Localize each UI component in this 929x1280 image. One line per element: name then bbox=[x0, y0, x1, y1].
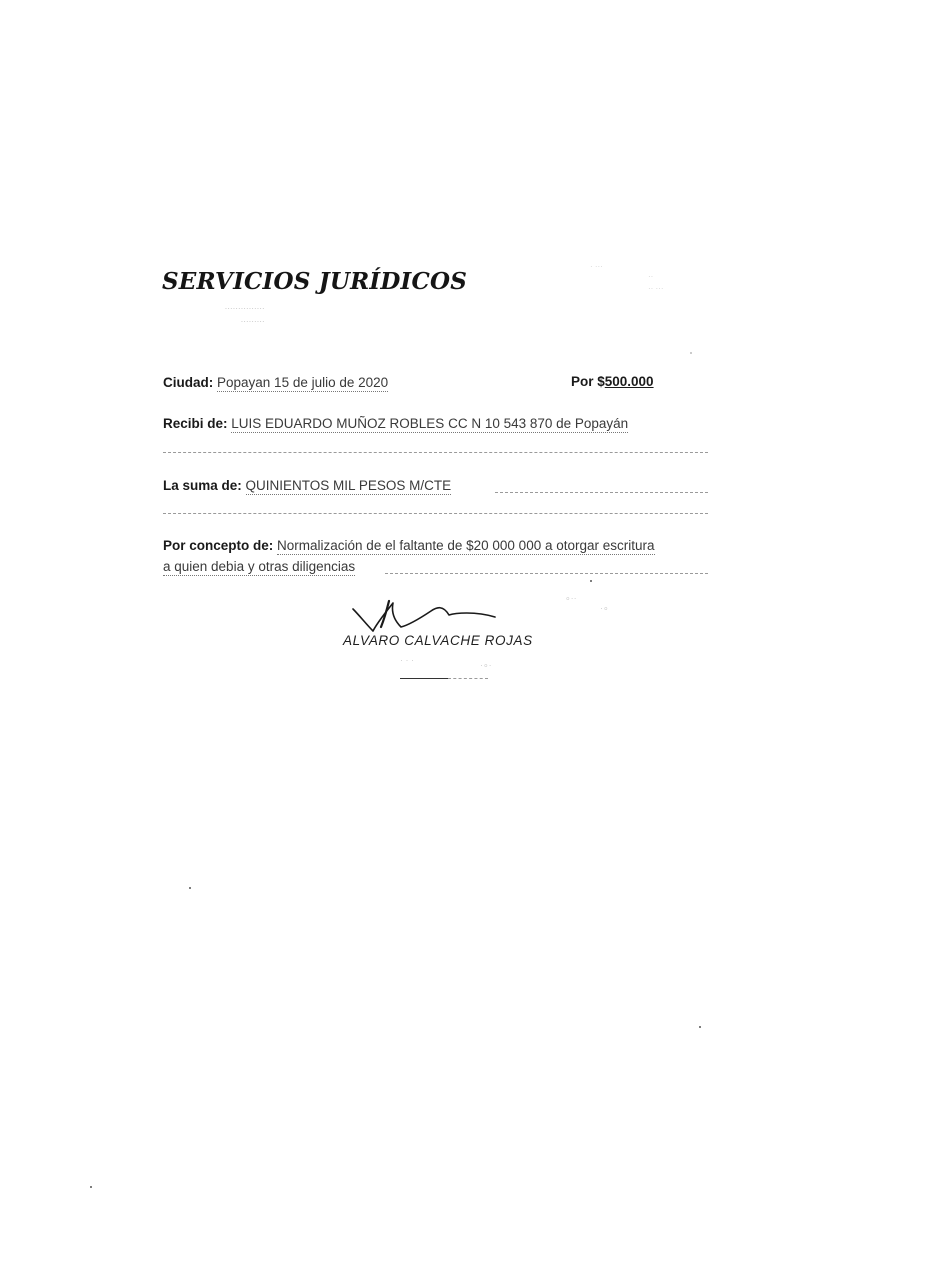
recibi-label: Recibi de: bbox=[163, 416, 228, 431]
concepto-row bbox=[163, 538, 655, 553]
ciudad-label: Ciudad: bbox=[163, 375, 214, 390]
amount-row bbox=[571, 374, 654, 389]
signature-line-faint bbox=[448, 678, 488, 679]
recibi-continuation-line bbox=[163, 452, 708, 453]
ciudad-row bbox=[163, 375, 388, 390]
signature-line bbox=[400, 678, 448, 679]
faint-seal-mark: ∘·· bbox=[565, 593, 577, 603]
suma-continuation-line bbox=[163, 513, 708, 514]
faint-stamp-mark-2: ·· bbox=[648, 272, 654, 281]
suma-fill-line bbox=[495, 492, 708, 493]
scan-speck bbox=[90, 1186, 92, 1188]
por-label: Por $ bbox=[571, 374, 605, 389]
recibi-value: LUIS EDUARDO MUÑOZ ROBLES CC N 10 543 870 de Popayán bbox=[231, 416, 629, 431]
faint-seal-mark-3: ·∘· bbox=[480, 660, 492, 670]
faint-seal-mark-2: ·∘ bbox=[600, 603, 609, 613]
faint-stamp-mark: · ··· bbox=[590, 262, 603, 271]
concepto-line-1: Normalización de el faltante de $20 000 000 a otorgar escritura bbox=[277, 538, 655, 553]
ciudad-value: Popayan 15 de julio de 2020 bbox=[217, 375, 389, 390]
por-amount: 500.000 bbox=[604, 374, 654, 389]
faint-letterhead-subtitle-2: ⋯⋯⋯ bbox=[240, 317, 264, 326]
suma-row bbox=[163, 478, 451, 493]
faint-letterhead-subtitle: ​⋯⋯⋯⋯⋯ bbox=[224, 304, 264, 313]
concepto-row-2 bbox=[163, 559, 355, 574]
scan-speck bbox=[590, 580, 592, 582]
concepto-label: Por concepto de: bbox=[163, 538, 274, 553]
scan-speck bbox=[189, 887, 191, 889]
faint-seal-mark-4: · · · bbox=[400, 655, 414, 665]
recibi-row bbox=[163, 416, 628, 431]
concepto-fill-line bbox=[385, 573, 708, 574]
suma-label: La suma de: bbox=[163, 478, 242, 493]
faint-stamp-mark-3: ·· ··· bbox=[648, 284, 664, 293]
scan-speck bbox=[690, 352, 692, 354]
scan-speck bbox=[699, 1026, 701, 1028]
signer-name: ALVARO CALVACHE ROJAS bbox=[343, 633, 533, 648]
firm-title: SERVICIOS JURÍDICOS bbox=[162, 268, 468, 295]
concepto-line-2: a quien debia y otras diligencias bbox=[163, 559, 356, 574]
suma-value: QUINIENTOS MIL PESOS M/CTE bbox=[245, 478, 452, 493]
